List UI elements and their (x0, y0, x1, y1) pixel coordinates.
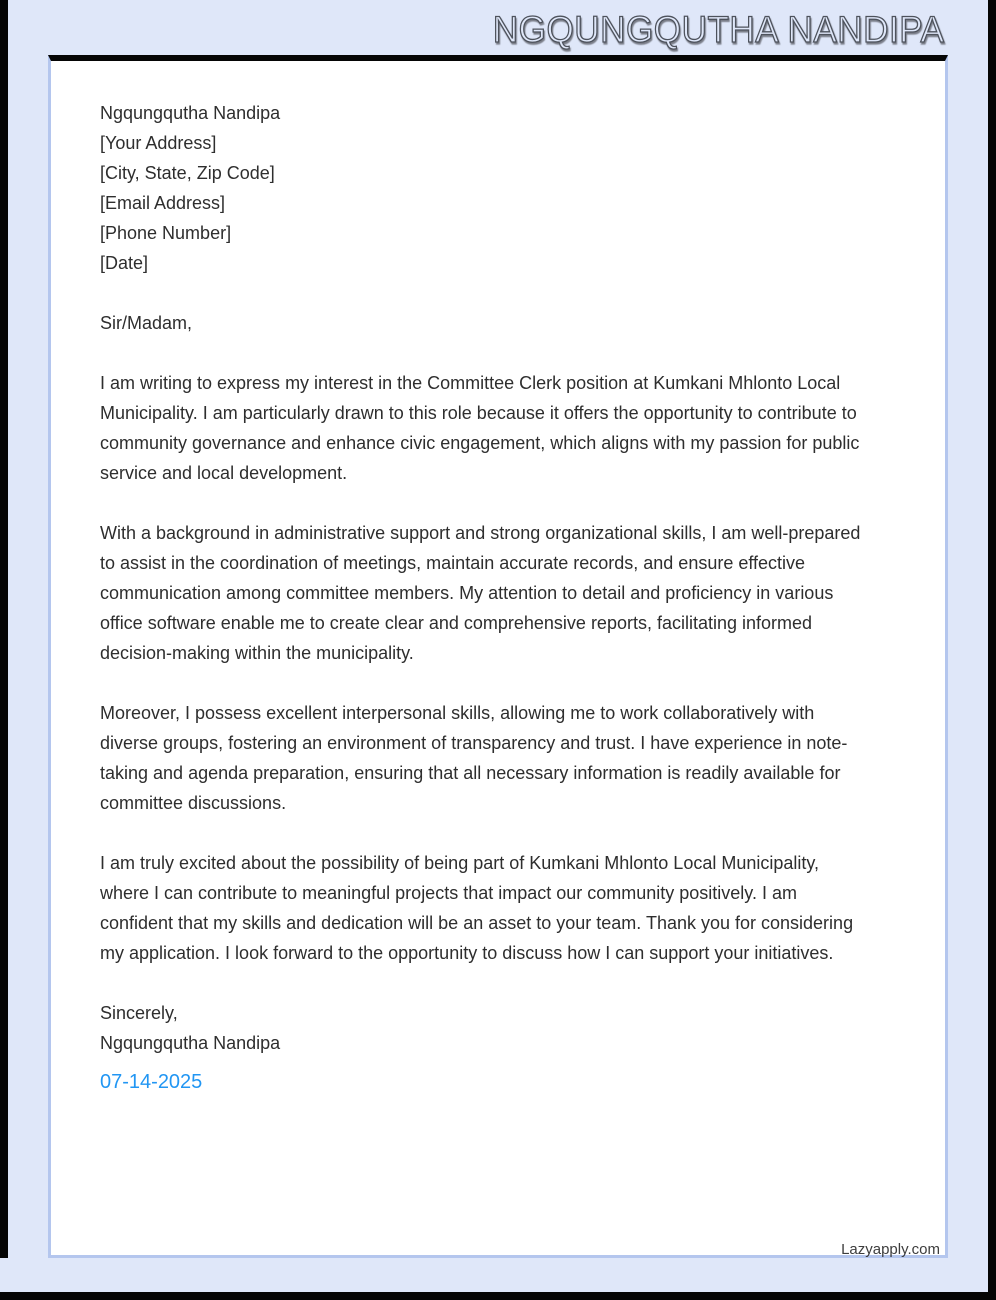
body-paragraph: With a background in administrative support and strong organizational skills, I am well-prepared to assist in the coordination of meetings, maintain accurate records, and ensure effective communication among committee members. My attention to detail and proficiency in various office software enable me to create clear and comprehensive reports, facilitating informed decision-making within the municipality. (100, 523, 861, 663)
sender-line: [City, State, Zip Code] (100, 163, 275, 183)
salutation-text: Sir/Madam, (100, 313, 193, 333)
sender-line: [Your Address] (100, 133, 217, 153)
bottom-edge-bar (0, 1292, 996, 1300)
sender-line: [Email Address] (100, 193, 226, 213)
letter-date: 07-14-2025 (100, 1071, 203, 1093)
sender-block (100, 98, 869, 278)
sender-line: [Phone Number] (100, 223, 232, 243)
brand-watermark: Lazyapply.com (841, 1241, 940, 1258)
body-paragraph: I am writing to express my interest in the Committee Clerk position at Kumkani Mhlonto Local Municipality. I am particularly drawn to this role because it offers the opportunity to contribute to community governance and enhance civic engagement, which aligns with my passion for public service and local development. (100, 373, 860, 483)
right-edge-bar (988, 0, 996, 1300)
left-edge-bar (0, 0, 8, 1258)
letter-content (51, 61, 945, 1096)
letter-page (48, 55, 948, 1258)
body-paragraph: I am truly excited about the possibility of being part of Kumkani Mhlonto Local Municipality, where I can contribute to meaningful projects that impact our community positively. I am confident that my skills and dedication will be an asset to your team. Thank you for considering my application. I look forward to the opportunity to discuss how I can support your initiatives. (100, 853, 854, 963)
closing-block (100, 998, 869, 1058)
sender-line: Ngqungqutha Nandipa (100, 103, 281, 123)
sign-off-text: Sincerely, (100, 1003, 178, 1023)
sender-line: [Date] (100, 253, 149, 273)
body-paragraph: Moreover, I possess excellent interpersonal skills, allowing me to work collaboratively with diverse groups, fostering an environment of transparency and trust. I have experience in note-taking and agenda preparation, ensuring that all necessary information is readily available for committee discussions. (100, 703, 848, 813)
header-name-title: NGQUNGQUTHA NANDIPA (492, 9, 944, 50)
signature-text: Ngqungqutha Nandipa (100, 1033, 281, 1053)
